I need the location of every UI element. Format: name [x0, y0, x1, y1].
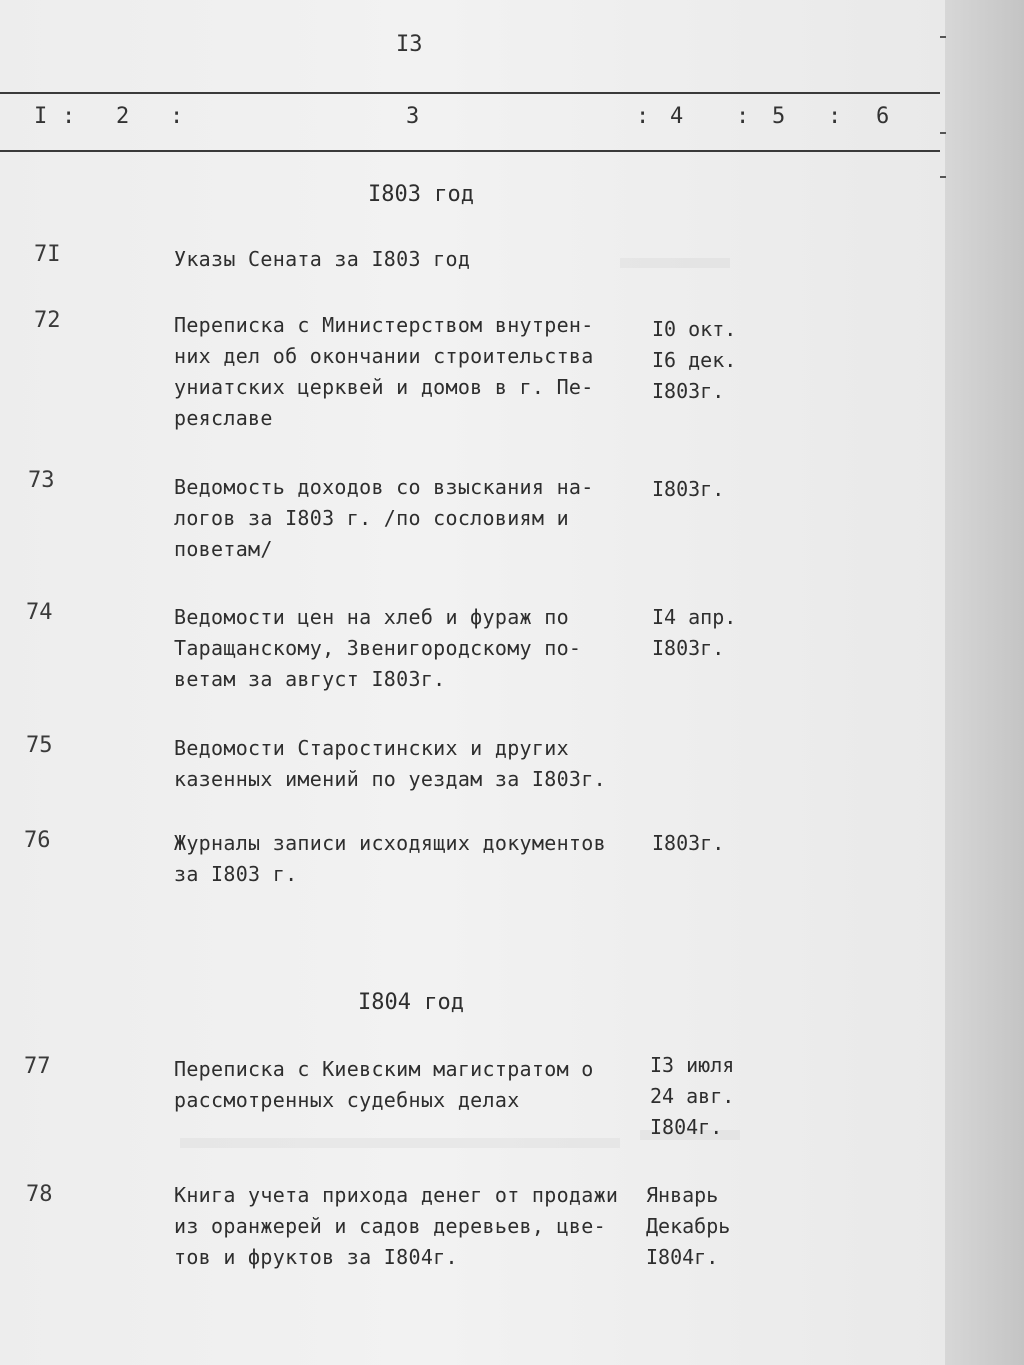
entry-description: Указы Сената за I803 год	[174, 247, 471, 271]
entry-date: Январь Декабрь I804г.	[646, 1183, 731, 1269]
page-edge-mark	[940, 36, 946, 38]
entry-date: I803г.	[652, 831, 725, 855]
entry-description: Книга учета прихода денег от продажи из оранжерей и садов деревьев, цве- тов и фруктов за I804г.	[174, 1183, 619, 1269]
column-header-6: 6	[876, 104, 890, 129]
entry-description: Ведомость доходов со взыскания на- логов за I803 г. /по сословиям и поветам/	[174, 475, 594, 561]
entry-number: 76	[24, 828, 51, 853]
column-header-3: 3	[406, 104, 420, 129]
column-separator: :	[636, 104, 650, 129]
header-top-rule	[0, 92, 940, 94]
page-edge-mark	[940, 176, 946, 178]
column-separator: :	[170, 104, 184, 129]
entry-number: 74	[26, 600, 53, 625]
entry-number: 77	[24, 1054, 51, 1079]
entry-date: I3 июля 24 авг. I804г.	[650, 1053, 735, 1139]
column-header-5: 5	[772, 104, 786, 129]
entry-number: 75	[26, 733, 53, 758]
column-separator: :	[736, 104, 750, 129]
page-number: I3	[396, 32, 423, 57]
entry-description: Переписка с Киевским магистратом о рассмотренных судебных делах	[174, 1057, 594, 1112]
entry-number: 73	[28, 468, 55, 493]
entry-number: 72	[34, 308, 61, 333]
entry-description: Журналы записи исходящих документов за I803 г.	[174, 831, 606, 886]
page-edge-mark	[940, 132, 946, 134]
column-separator: :	[828, 104, 842, 129]
entry-description: Переписка с Министерством внутрен- них дел об окончании строительства униатских церквей и домов в г. Пе- реяславе	[174, 313, 594, 430]
column-header-2: 2	[116, 104, 130, 129]
underlying-page	[945, 0, 1024, 1365]
entry-date: I0 окт. I6 дек. I803г.	[652, 317, 737, 403]
bleed-through-shadow	[180, 1138, 620, 1148]
entry-date: I4 апр. I803г.	[652, 605, 737, 660]
section-title-1803: I803 год	[368, 182, 474, 207]
entry-date: I803г.	[652, 477, 725, 501]
entry-description: Ведомости цен на хлеб и фураж по Таращанскому, Звенигородскому по- ветам за август I803г.	[174, 605, 582, 691]
section-title-1804: I804 год	[358, 990, 464, 1015]
header-bottom-rule	[0, 150, 940, 152]
entry-description: Ведомости Старостинских и других казенных имений по уездам за I803г.	[174, 736, 606, 791]
column-header-4: 4	[670, 104, 684, 129]
column-header-1: I	[34, 104, 48, 129]
column-separator: :	[62, 104, 76, 129]
entry-number: 7I	[34, 242, 61, 267]
entry-number: 78	[26, 1182, 53, 1207]
